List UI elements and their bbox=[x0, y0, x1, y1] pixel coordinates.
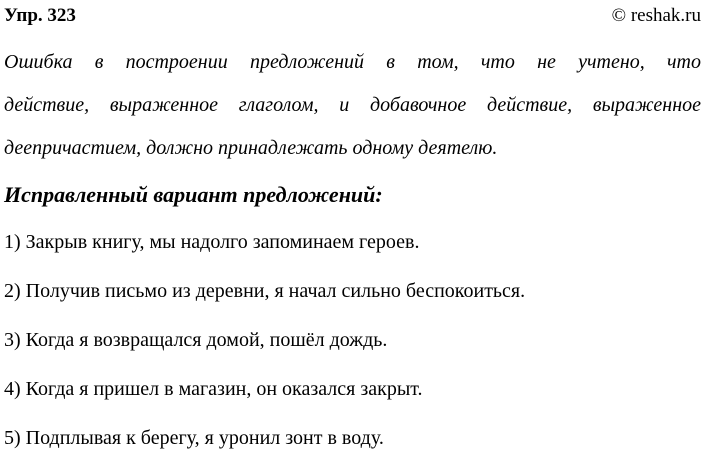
explanation-paragraph bbox=[4, 41, 701, 170]
corrected-sentence-4: 4) Когда я пришел в магазин, он оказался закрыт. bbox=[4, 378, 423, 400]
header bbox=[4, 5, 701, 27]
corrected-sentences-list bbox=[4, 230, 701, 450]
corrected-sentence-1: 1) Закрыв книгу, мы надолго запоминаем героев. bbox=[4, 231, 420, 253]
corrected-sentence-5: 5) Подплывая к берегу, я уронил зонт в воду. bbox=[4, 427, 384, 449]
explanation-line: Ошибка в построении предложений в том, что не учтено, что bbox=[4, 51, 701, 73]
explanation-line: действие, выраженное глаголом, и добавочное действие, выраженное bbox=[4, 94, 701, 116]
copyright-watermark: © reshak.ru bbox=[611, 5, 701, 26]
corrected-sentence-2: 2) Получив письмо из деревни, я начал сильно беспокоиться. bbox=[4, 280, 526, 302]
corrected-sentence-3: 3) Когда я возвращался домой, пошёл дождь. bbox=[4, 329, 388, 351]
exercise-number: Упр. 323 bbox=[4, 5, 76, 26]
explanation-line: деепричастием, должно принадлежать одному деятелю. bbox=[4, 137, 498, 159]
corrected-variants-heading: Исправленный вариант предложений: bbox=[4, 182, 383, 207]
